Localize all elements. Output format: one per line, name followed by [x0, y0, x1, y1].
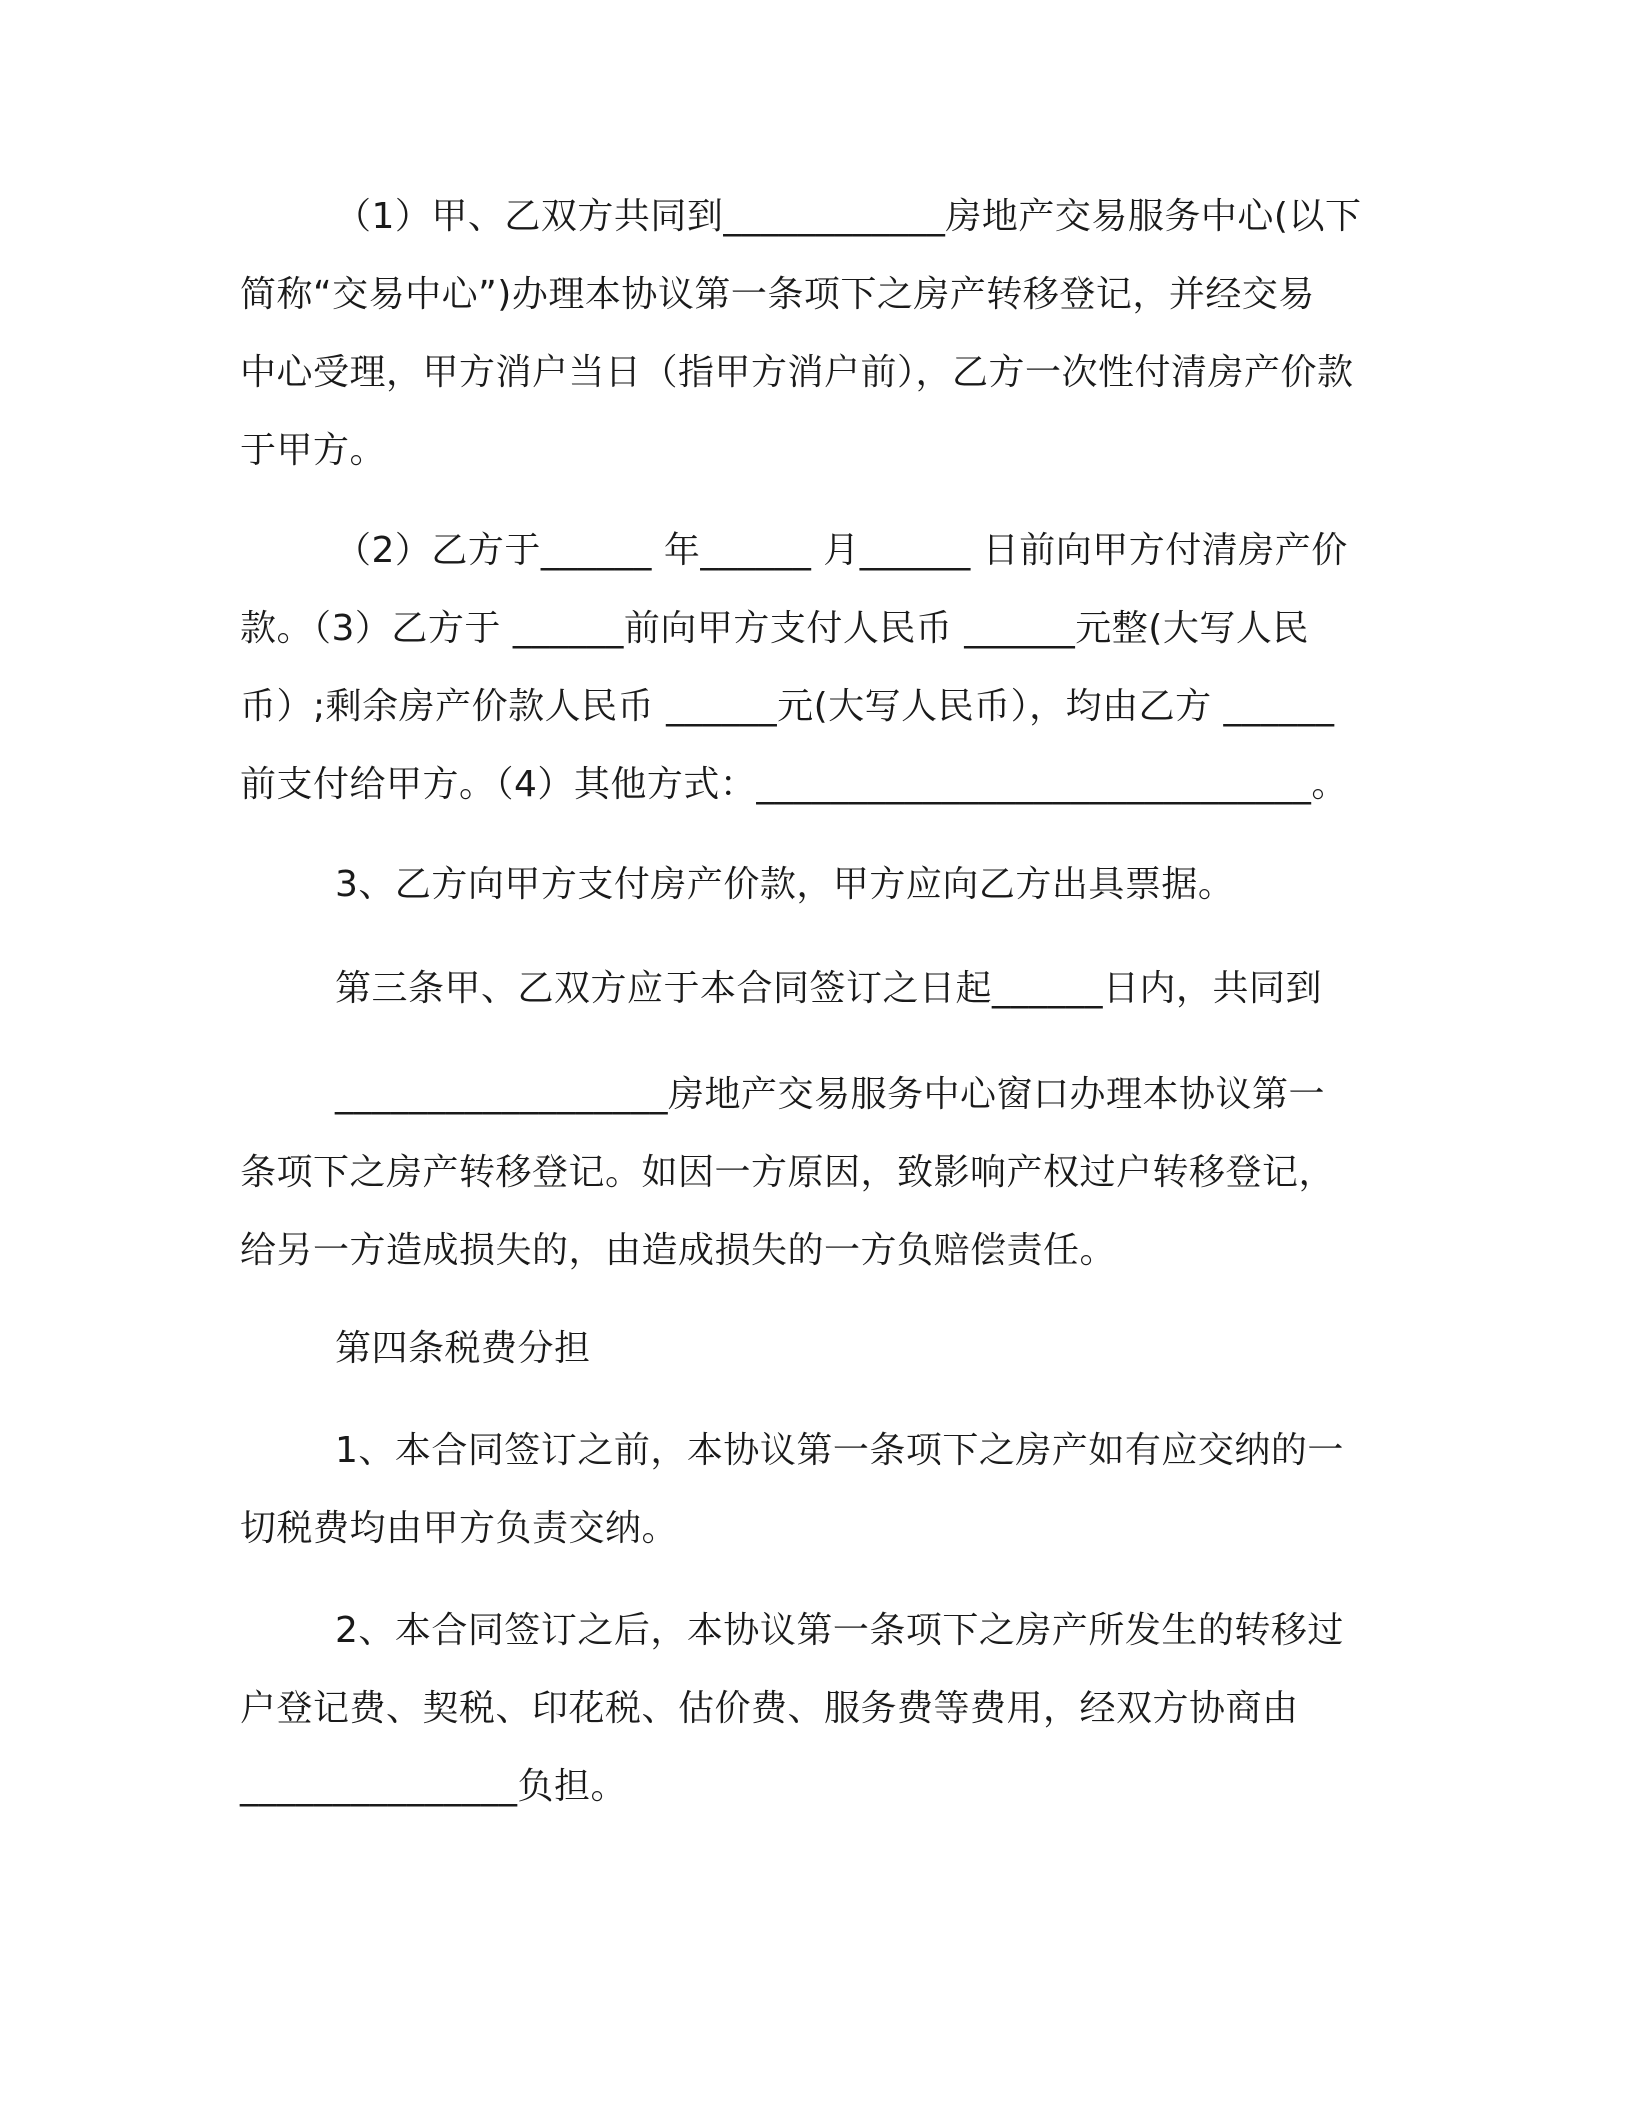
text-line: 给另一方造成损失的，由造成损失的一方负赔偿责任。 [240, 1230, 1117, 1271]
text-line: 于甲方。 [240, 430, 387, 471]
text-line: 第三条甲、乙双方应于本合同签订之日起______日内，共同到 [335, 968, 1323, 1009]
text-line: 户登记费、契税、印花税、估价费、服务费等费用，经双方协商由 [240, 1688, 1299, 1729]
paragraph-1 [240, 178, 1430, 490]
text-line: 3、乙方向甲方支付房产价款，甲方应向乙方出具票据。 [335, 864, 1235, 905]
article-4-heading [240, 1310, 1430, 1388]
paragraph-5 [240, 1056, 1430, 1290]
text-line: 币）;剩余房产价款人民币 ______元(大写人民币），均由乙方 ______ [240, 686, 1335, 727]
text-line: _______________负担。 [240, 1766, 628, 1807]
text-line: （1）甲、乙双方共同到____________房地产交易服务中心(以下 [335, 196, 1362, 237]
text-line: 第四条税费分担 [335, 1328, 591, 1369]
text-line: 款。（3）乙方于 ______前向甲方支付人民币 ______元整(大写人民 [240, 608, 1309, 649]
paragraph-8 [240, 1592, 1430, 1826]
paragraph-2 [240, 512, 1430, 824]
text-line: 简称“交易中心”)办理本协议第一条项下之房产转移登记，并经交易 [240, 274, 1315, 315]
article-3-heading-line [240, 950, 1430, 1028]
text-line: 2、本合同签订之后，本协议第一条项下之房产所发生的转移过 [335, 1610, 1344, 1651]
text-line: 切税费均由甲方负责交纳。 [240, 1508, 679, 1549]
text-line: 前支付给甲方。（4）其他方式：______________________________。 [240, 764, 1348, 805]
text-line: __________________房地产交易服务中心窗口办理本协议第一 [335, 1074, 1326, 1115]
paragraph-3 [240, 846, 1430, 924]
text-line: 中心受理，甲方消户当日（指甲方消户前），乙方一次性付清房产价款 [240, 352, 1354, 393]
text-line: 1、本合同签订之前，本协议第一条项下之房产如有应交纳的一 [335, 1430, 1344, 1471]
text-line: （2）乙方于______ 年______ 月______ 日前向甲方付清房产价 [335, 530, 1348, 571]
text-line: 条项下之房产转移登记。如因一方原因，致影响产权过户转移登记， [240, 1152, 1336, 1193]
paragraph-7 [240, 1412, 1430, 1568]
